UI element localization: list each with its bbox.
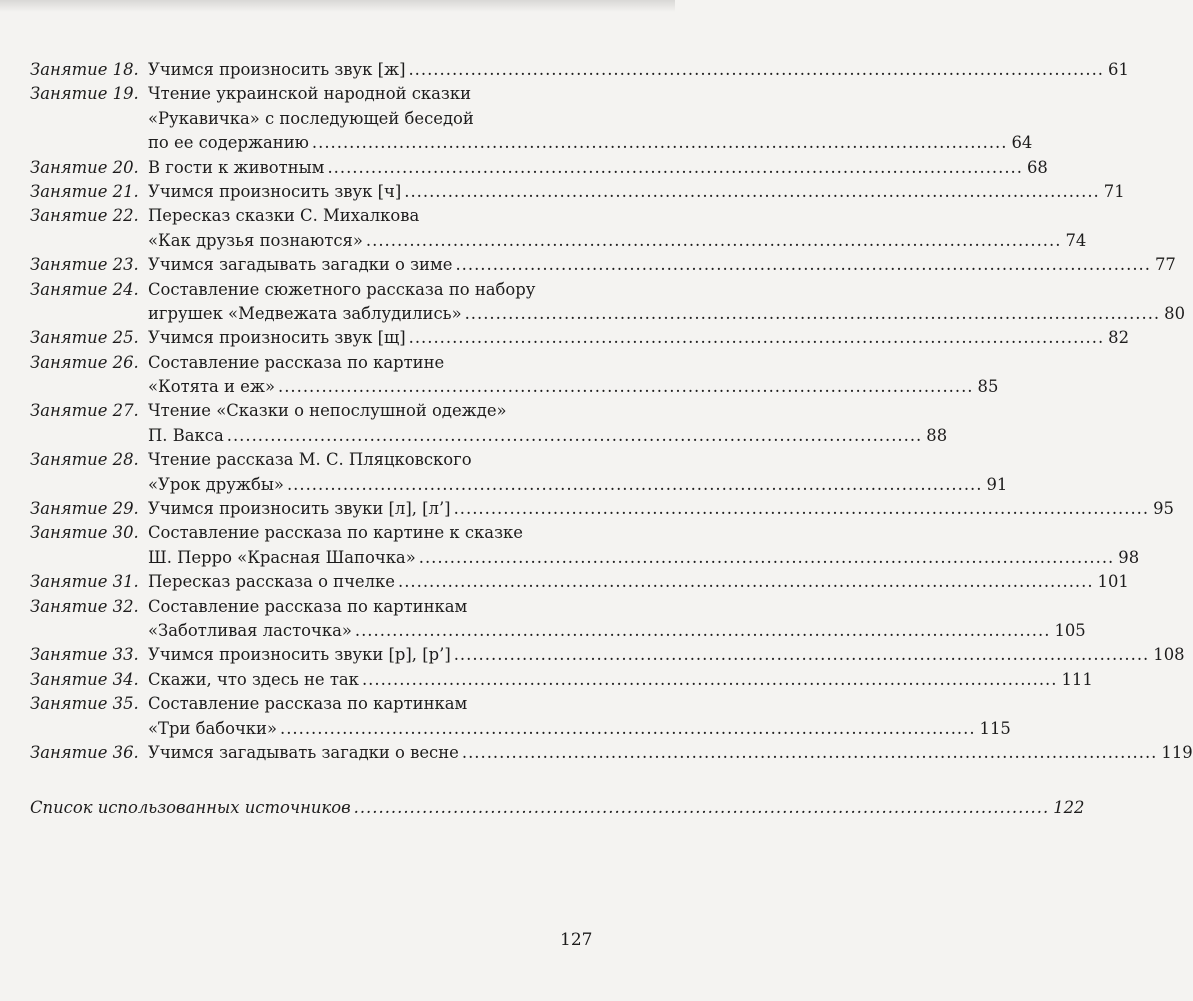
toc-entry-title: Скажи, что здесь не так bbox=[148, 669, 359, 689]
toc-entry-title: Учимся произносить звук [ж] bbox=[148, 60, 406, 79]
toc-entry-label: Занятие 19. bbox=[30, 84, 139, 104]
toc-entry[interactable] bbox=[30, 521, 1140, 570]
toc-entry-title: Составление рассказа по картинкам bbox=[148, 596, 468, 616]
toc-entry-page: 71 bbox=[1103, 181, 1125, 201]
dot-leader bbox=[277, 717, 980, 741]
toc-entry-title: Учимся произносить звуки [л], [л’] bbox=[148, 499, 451, 519]
dot-leader bbox=[359, 668, 1062, 692]
toc-entry[interactable] bbox=[30, 278, 1185, 327]
page-top-edge bbox=[0, 0, 675, 12]
toc-entry-title: Составление рассказа по картине к сказке bbox=[148, 523, 523, 543]
page-number: 127 bbox=[560, 930, 593, 950]
toc-entry-page: 119 bbox=[1161, 742, 1193, 762]
toc-entry-title: по ее содержанию bbox=[148, 133, 309, 153]
toc-entry-label: Занятие 30. bbox=[30, 523, 139, 543]
toc-entry-page: 108 bbox=[1153, 645, 1185, 665]
toc-entry-page: 105 bbox=[1054, 620, 1086, 640]
dot-leader bbox=[406, 326, 1109, 350]
toc-entry-title: Чтение рассказа М. С. Пляцковского bbox=[148, 450, 472, 470]
dot-leader bbox=[275, 375, 978, 399]
toc-entry-title: «Заботливая ласточка» bbox=[148, 620, 352, 640]
dot-leader bbox=[451, 643, 1154, 667]
toc-entry-page: 80 bbox=[1164, 303, 1185, 323]
toc-entry-label: Занятие 29. bbox=[30, 499, 139, 519]
toc-entry-label: Занятие 26. bbox=[30, 352, 139, 372]
toc-entry-title: игрушек «Медвежата заблудились» bbox=[148, 303, 462, 323]
toc-entry-title: Чтение украинской народной сказки bbox=[148, 84, 472, 104]
toc-entry-title: Составление рассказа по картине bbox=[148, 352, 445, 372]
toc-entry-label: Занятие 20. bbox=[30, 157, 139, 177]
toc-entry-label: Занятие 28. bbox=[30, 450, 139, 470]
toc-entry-page: 115 bbox=[979, 718, 1011, 738]
sources-entry[interactable] bbox=[30, 796, 1085, 820]
toc-entry-label: Занятие 22. bbox=[30, 206, 139, 226]
toc-entry-title: Учимся произносить звук [ч] bbox=[148, 181, 402, 201]
toc-entry-label: Занятие 18. bbox=[30, 60, 139, 79]
toc-entry-page: 111 bbox=[1061, 669, 1093, 689]
toc-entry[interactable] bbox=[30, 82, 1033, 155]
toc-entry[interactable] bbox=[30, 448, 1008, 497]
dot-leader bbox=[462, 302, 1165, 326]
toc-entry[interactable] bbox=[30, 204, 1087, 253]
toc-entry-page: 91 bbox=[986, 474, 1008, 494]
toc-entry-page: 74 bbox=[1065, 230, 1087, 250]
toc-entry-title: «Три бабочки» bbox=[148, 718, 277, 738]
toc-entry-title: П. Вакса bbox=[148, 425, 224, 445]
toc-entry-page: 95 bbox=[1153, 499, 1174, 519]
toc-entry-label: Занятие 25. bbox=[30, 328, 139, 348]
toc-entry-page: 61 bbox=[1108, 60, 1129, 79]
toc-entry-title: Пересказ сказки С. Михалкова bbox=[148, 206, 420, 226]
toc-entry-title: Пересказ рассказа о пчелке bbox=[148, 572, 395, 592]
toc-entry-label: Занятие 33. bbox=[30, 645, 139, 665]
toc-entry-title: «Урок дружбы» bbox=[148, 474, 284, 494]
toc-entry[interactable] bbox=[30, 351, 999, 400]
toc-entry-title: Учимся произносить звук [щ] bbox=[148, 328, 406, 348]
toc-entry[interactable] bbox=[30, 668, 1093, 692]
dot-leader bbox=[452, 253, 1155, 277]
dot-leader bbox=[309, 131, 1012, 155]
toc-entry[interactable] bbox=[30, 399, 948, 448]
toc-entry-title: В гости к животным bbox=[148, 157, 325, 177]
toc-entry-page: 77 bbox=[1154, 255, 1176, 275]
dot-leader bbox=[284, 473, 987, 497]
toc-entry-page: 88 bbox=[926, 425, 948, 445]
toc-entry-label: Занятие 31. bbox=[30, 572, 139, 592]
toc-entry-page: 98 bbox=[1118, 547, 1140, 567]
dot-leader bbox=[451, 497, 1154, 521]
dot-leader bbox=[395, 570, 1098, 594]
toc-entry-page: 68 bbox=[1026, 157, 1048, 177]
dot-leader bbox=[401, 180, 1104, 204]
toc-entry[interactable] bbox=[30, 58, 1129, 82]
dot-leader bbox=[351, 796, 1054, 820]
toc-entry[interactable] bbox=[30, 692, 1011, 741]
dot-leader bbox=[352, 619, 1055, 643]
toc-entry-page: 64 bbox=[1011, 133, 1033, 153]
toc-entry-label: Занятие 34. bbox=[30, 669, 139, 689]
toc-entry-title: Учимся загадывать загадки о весне bbox=[148, 742, 459, 762]
toc-entry[interactable] bbox=[30, 741, 1193, 765]
sources-title: Список использованных источников bbox=[30, 798, 351, 817]
sources-page: 122 bbox=[1053, 798, 1085, 817]
toc-entry-title: «Как друзья познаются» bbox=[148, 230, 363, 250]
toc-entry[interactable] bbox=[30, 253, 1176, 277]
toc-entry-page: 85 bbox=[977, 377, 999, 397]
toc-entry-label: Занятие 35. bbox=[30, 694, 139, 714]
toc-entry-label: Занятие 23. bbox=[30, 255, 139, 275]
toc-entry-title: Ш. Перро «Красная Шапочка» bbox=[148, 547, 416, 567]
toc-entry[interactable] bbox=[30, 570, 1129, 594]
toc-entry-title: «Рукавичка» с последующей беседой bbox=[148, 108, 474, 128]
toc-entry-label: Занятие 24. bbox=[30, 279, 139, 299]
toc-entry[interactable] bbox=[30, 180, 1125, 204]
toc-entry-title: «Котята и еж» bbox=[148, 377, 275, 397]
dot-leader bbox=[363, 229, 1066, 253]
toc-entry-label: Занятие 32. bbox=[30, 596, 139, 616]
dot-leader bbox=[459, 741, 1162, 765]
toc-entry[interactable] bbox=[30, 595, 1086, 644]
toc-entry[interactable] bbox=[30, 643, 1185, 667]
toc-entry-title: Учимся произносить звуки [р], [р’] bbox=[148, 645, 451, 665]
toc-entry-title: Чтение «Сказки о непослушной одежде» bbox=[148, 401, 507, 421]
toc-entry-page: 82 bbox=[1108, 328, 1130, 348]
dot-leader bbox=[405, 58, 1108, 82]
table-of-contents bbox=[30, 58, 1193, 765]
dot-leader bbox=[324, 156, 1027, 180]
dot-leader bbox=[224, 424, 927, 448]
dot-leader bbox=[416, 546, 1119, 570]
toc-entry-page: 101 bbox=[1097, 572, 1129, 592]
toc-entry-label: Занятие 36. bbox=[30, 742, 139, 762]
toc-entry-title: Составление рассказа по картинкам bbox=[148, 694, 468, 714]
toc-entry-title: Учимся загадывать загадки о зиме bbox=[148, 255, 453, 275]
toc-entry[interactable] bbox=[30, 497, 1174, 521]
toc-entry[interactable] bbox=[30, 326, 1130, 350]
toc-entry-label: Занятие 27. bbox=[30, 401, 139, 421]
toc-entry[interactable] bbox=[30, 156, 1048, 180]
toc-entry-title: Составление сюжетного рассказа по набору bbox=[148, 279, 536, 299]
toc-entry-label: Занятие 21. bbox=[30, 181, 139, 201]
